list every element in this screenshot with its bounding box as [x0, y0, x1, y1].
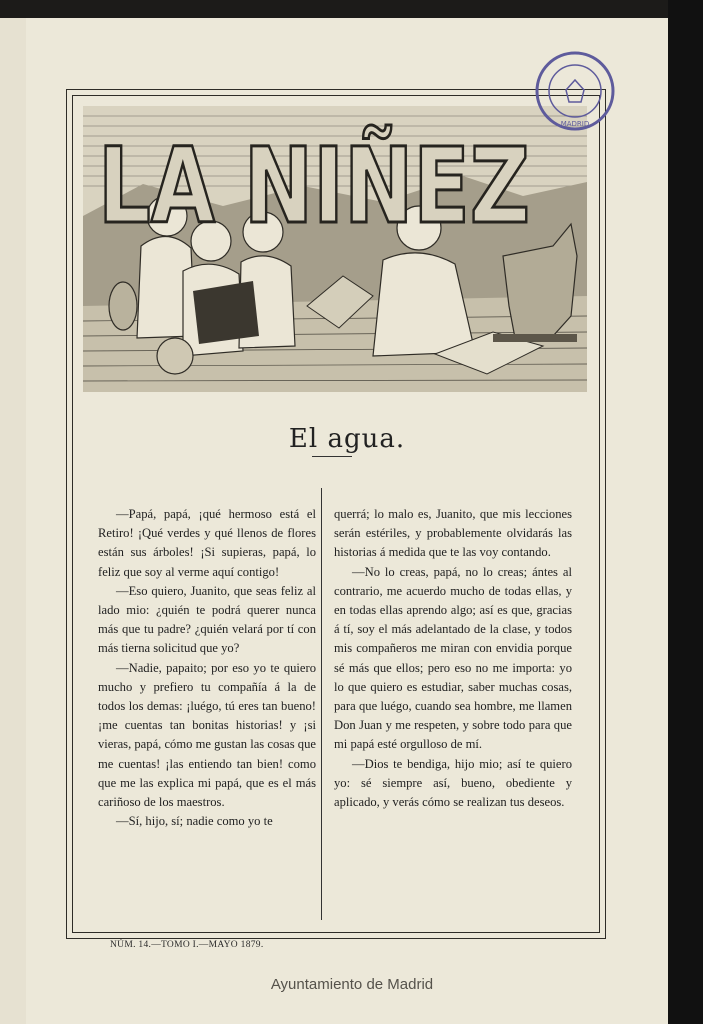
archive-watermark: Ayuntamiento de Madrid	[270, 976, 434, 993]
svg-text:MADRID: MADRID	[560, 120, 590, 128]
paragraph: —No lo creas, papá, no lo creas; ántes al contrario, me acuerdo mucho de todas ellas, y en todas ellas aprendo algo; así es que, gracias á tí, soy el más adelantado de la clase, y todos mis compañeros me miran con envidia porque sé más que ellos; pero eso no me importa: yo lo que quiero es estudiar, saber muchas cosas, para que luégo, cuando sea hombre, me llamen Don Juan y me respeten, y sobre todo para que mi papá esté orgulloso de mí.	[334, 564, 572, 752]
article-title-text: El agua.	[288, 424, 406, 454]
title-rule	[312, 456, 352, 457]
svg-text:LA NIÑEZ: LA NIÑEZ	[98, 125, 530, 242]
article-title	[26, 424, 668, 454]
paragraph: —Eso quiero, Juanito, que seas feliz al lado mio: ¿quién te podrá querer nunca más que tu padre? ¿quién velará por tí con más tierna solicitud que yo?	[98, 583, 316, 656]
paragraph: querrá; lo malo es, Juanito, que mis lecciones serán estériles, y probablemente olvidarás las historias á medida que te las voy contando.	[334, 507, 572, 560]
paragraph: —Sí, hijo, sí; nadie como yo te	[116, 814, 273, 829]
text-column-right	[334, 505, 572, 812]
column-rule	[321, 488, 322, 920]
scan-background	[668, 0, 703, 1024]
paragraph: —Papá, papá, ¡qué hermoso está el Retiro! ¡Qué verdes y qué llenos de flores están sus árboles! ¡Si supieras, papá, lo feliz que soy al verme aquí contigo!	[98, 507, 316, 579]
facing-page-edge	[0, 18, 27, 1024]
paragraph: —Nadie, papaito; por eso yo te quiero mucho y prefiero tu compañía á la de todos los demas: ¡luégo, tú eres tan bueno! ¡me cuentas tan bonitas historias! y ¡si vieras, papá, cómo me gustan las cosas que me cuentas! ¡las entiendo tan bien! como que me las explica mi papá, que es el más cariñoso de los maestros.	[98, 660, 316, 810]
masthead-logo	[96, 110, 536, 242]
library-stamp	[534, 50, 616, 132]
text-column-left	[98, 505, 316, 831]
magazine-page	[26, 18, 668, 1024]
paragraph: —Dios te bendiga, hijo mio; así te quiero yo: sé siempre así, bueno, obediente y aplicado, y verás cómo se realizan tus deseos.	[334, 756, 572, 810]
issue-line: NÚM. 14.—TOMO I.—MAYO 1879.	[110, 940, 264, 950]
